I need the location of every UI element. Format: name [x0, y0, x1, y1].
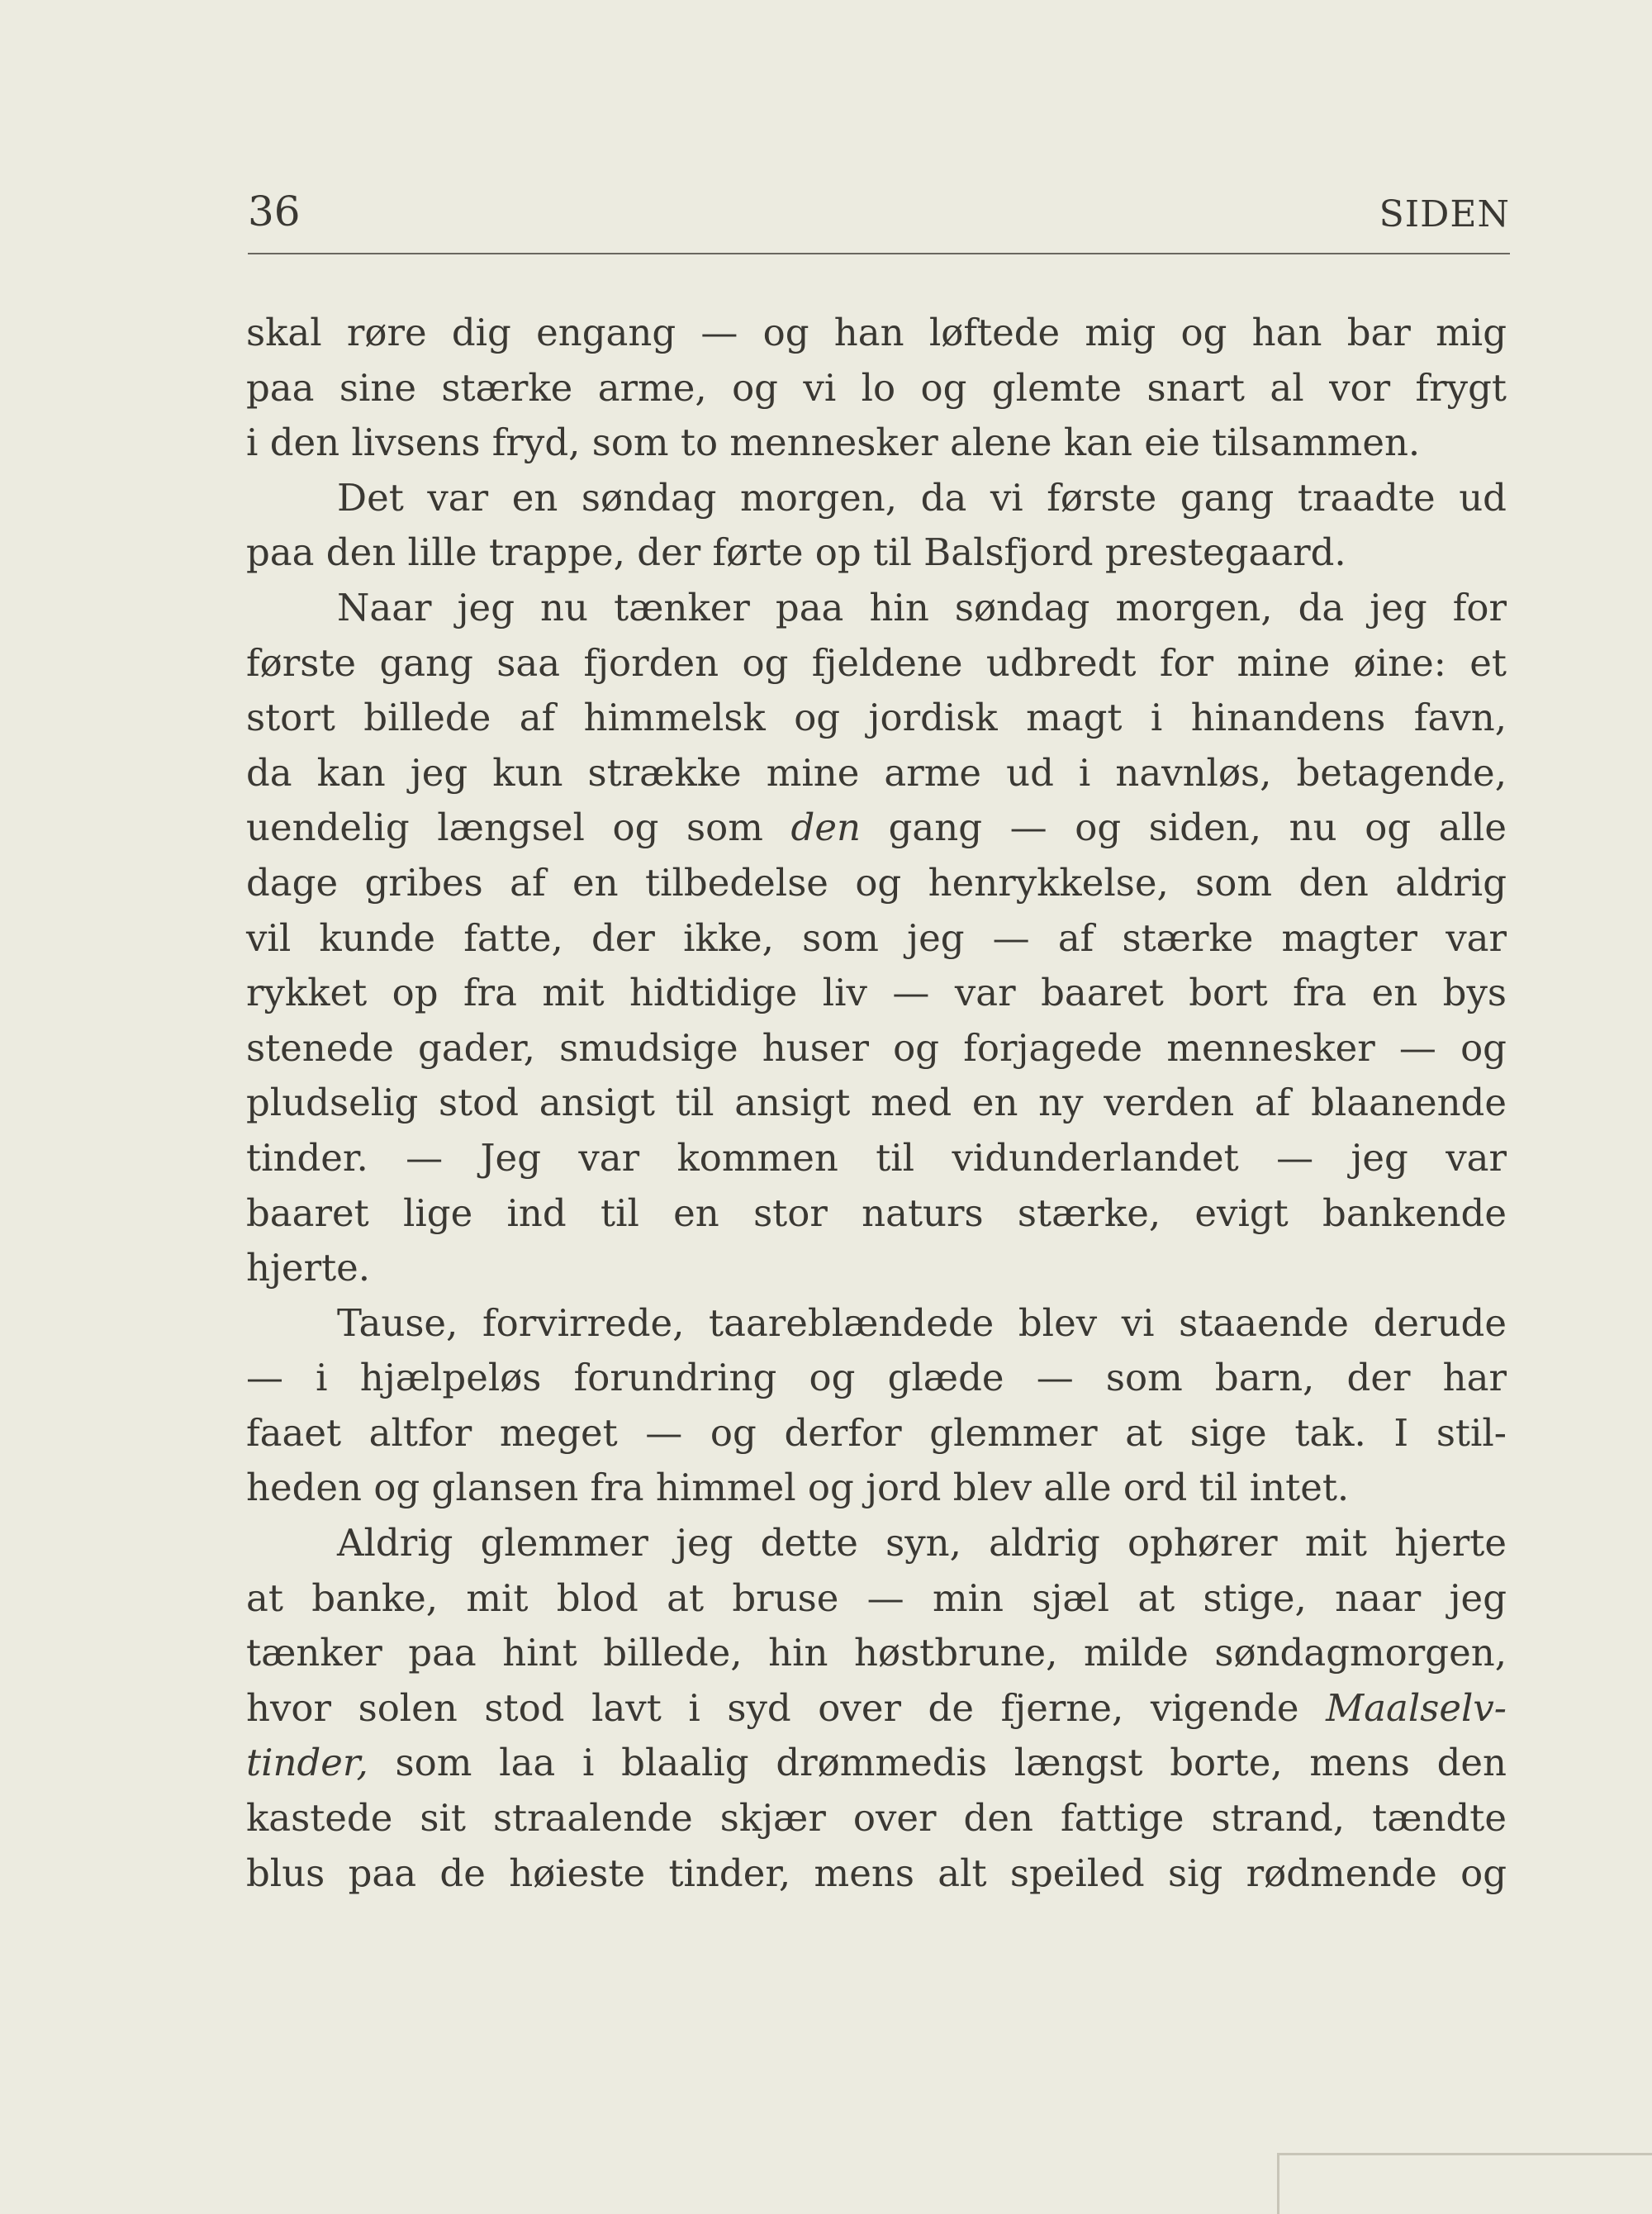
text-line: da kan jeg kun strække mine arme ud i navnløs, betagende, [246, 750, 1507, 795]
page-number: 36 [248, 188, 301, 235]
italic-run: den [790, 805, 861, 850]
corner-mark-horizontal [1279, 2153, 1652, 2155]
text-line: vil kunde fatte, der ikke, som jeg — af stærke magter var [246, 915, 1507, 960]
text-run: uendelig længsel og som [246, 805, 791, 850]
text-line [246, 1736, 1507, 1791]
text-line: heden og glansen fra himmel og jord blev alle ord til intet. [246, 1466, 1350, 1510]
text-line: Naar jeg nu tænker paa hin søndag morgen, da jeg for [337, 585, 1507, 630]
text-line: første gang saa fjorden og fjeldene udbredt for mine øine: et [246, 640, 1507, 685]
text-line [246, 801, 1507, 856]
page-header [248, 183, 1510, 249]
text-run: som laa i blaalig drømmedis længst borte, mens den [368, 1741, 1507, 1785]
text-line: at banke, mit blod at bruse — min sjæl at stige, naar jeg [246, 1575, 1507, 1620]
text-line: dage gribes af en tilbedelse og henrykkelse, som den aldrig [246, 860, 1507, 905]
italic-run: Maalselv- [1326, 1685, 1507, 1730]
body-text [246, 306, 1507, 1901]
text-line: blus paa de høieste tinder, mens alt speiled sig rødmende og [246, 1851, 1507, 1895]
text-line: faaet altfor meget — og derfor glemmer at sige tak. I stil- [246, 1410, 1507, 1455]
text-line: hjerte. [246, 1246, 371, 1290]
text-line: skal røre dig engang — og han løftede mig og han bar mig [246, 311, 1507, 354]
text-line: pludselig stod ansigt til ansigt med en ny verden af blaanende [246, 1081, 1507, 1125]
text-line: Aldrig glemmer jeg dette syn, aldrig ophører mit hjerte [337, 1521, 1507, 1565]
text-line: tinder. — Jeg var kommen til vidunderlandet — jeg var [246, 1135, 1507, 1180]
text-line: paa den lille trappe, der førte op til Balsfjord prestegaard. [246, 530, 1346, 575]
text-line: Det var en søndag morgen, da vi første gang traadte ud [337, 475, 1507, 520]
italic-run: tinder, [246, 1741, 368, 1785]
header-rule [248, 253, 1510, 254]
text-line: rykket op fra mit hidtidige liv — var baaret bort fra en bys [246, 971, 1507, 1015]
text-run: hvor solen stod lavt i syd over de fjerne, vigende [246, 1685, 1327, 1730]
text-line: baaret lige ind til en stor naturs stærke, evigt bankende [246, 1190, 1507, 1235]
text-line: stort billede af himmelsk og jordisk magt i hinandens favn, [246, 696, 1507, 740]
text-line: i den livsens fryd, som to mennesker alene kan eie tilsammen. [246, 420, 1421, 465]
running-head: SIDEN [1379, 193, 1510, 235]
text-line: paa sine stærke arme, og vi lo og glemte snart al vor frygt [246, 365, 1507, 410]
text-line: Tause, forvirrede, taareblændede blev vi staaende derude [337, 1300, 1507, 1345]
text-line: — i hjælpeløs forundring og glæde — som barn, der har [246, 1356, 1507, 1400]
corner-mark-vertical [1277, 2153, 1279, 2214]
text-line: kastede sit straalende skjær over den fattige strand, tændte [246, 1796, 1507, 1841]
text-line: stenede gader, smudsige huser og forjagede mennesker — og [246, 1025, 1507, 1070]
text-run: gang — og siden, nu og alle [860, 805, 1507, 850]
text-line: tænker paa hint billede, hin høstbrune, milde søndagmorgen, [246, 1631, 1507, 1675]
text-line [246, 1681, 1507, 1737]
